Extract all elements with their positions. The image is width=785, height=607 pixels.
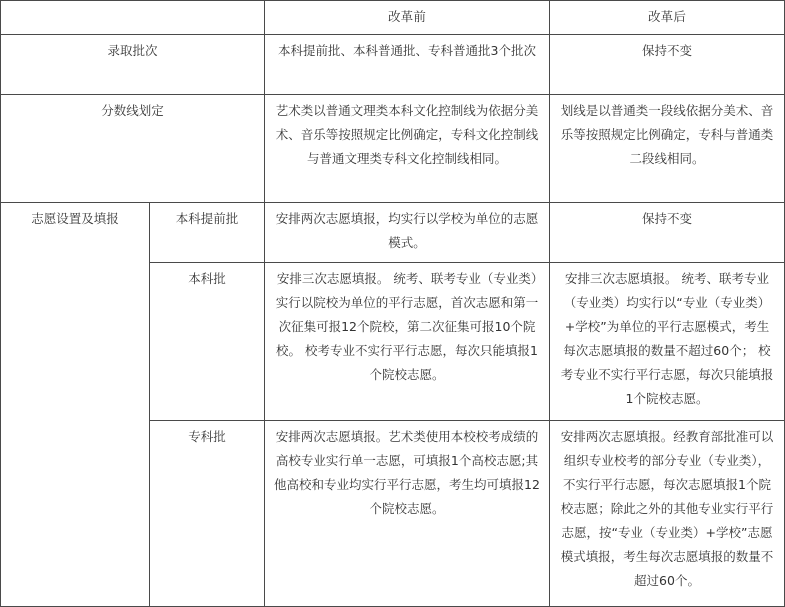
volunteer-label-cell [0,202,150,607]
score-line-before: 艺术类以普通文理类本科文化控制线为依据分美术、音乐等按照规定比例确定，专科文化控制线与普通文理类专科文化控制线相同。 [275,103,539,166]
undergrad-label: 本科批 [188,271,226,286]
header-after: 改革后 [647,9,687,24]
junior-before: 安排两次志愿填报。艺术类使用本校校考成绩的高校专业实行单一志愿，可填报1个高校志愿;其他高校和专业均实行平行志愿，考生均可填报12个院校志愿。 [274,429,540,516]
early-label: 本科提前批 [175,211,239,226]
junior-label: 专科批 [188,429,226,444]
score-line-before-cell [264,94,550,203]
undergrad-after: 安排三次志愿填报。 统考、联考专业（专业类）均实行以“专业（专业类）+学校”为单位的平行志愿模式，考生每次志愿填报的数量不超过60个； 校考专业不实行平行志愿，每次只能填报1个院校志愿。 [560,271,774,406]
batch-after-cell [549,34,785,95]
early-after-cell [549,202,785,263]
undergrad-before-cell [264,262,550,421]
undergrad-after-cell [549,262,785,421]
early-after: 保持不变 [641,211,692,226]
undergrad-label-cell [149,262,265,421]
junior-before-cell [264,420,550,607]
early-before: 安排两次志愿填报，均实行以学校为单位的志愿模式。 [275,211,539,250]
header-corner-cell [0,0,265,35]
early-label-cell [149,202,265,263]
score-line-after-cell [549,94,785,203]
header-before: 改革前 [387,9,427,24]
junior-after-cell [549,420,785,607]
header-after-cell [549,0,785,35]
score-line-after: 划线是以普通类一段线依据分美术、音乐等按照规定比例确定，专科与普通类二段线相同。 [560,103,774,166]
batch-after: 保持不变 [641,43,692,58]
batch-before-cell [264,34,550,95]
batch-before: 本科提前批、本科普通批、专科普通批3个批次 [278,43,536,58]
junior-after: 安排两次志愿填报。经教育部批准可以组织专业校考的部分专业（专业类），不实行平行志愿，每次志愿填报1个院校志愿；除此之外的其他专业实行平行志愿，按“专业（专业类）+学校”志愿模式填报，考生每次志愿填报的数量不超过60个。 [560,429,774,588]
batch-label: 录取批次 [107,43,158,58]
score-line-label-cell [0,94,265,203]
junior-label-cell [149,420,265,607]
header-before-cell [264,0,550,35]
early-before-cell [264,202,550,263]
score-line-label: 分数线划定 [101,103,164,118]
volunteer-label: 志愿设置及填报 [31,211,119,226]
undergrad-before: 安排三次志愿填报。 统考、联考专业（专业类）实行以院校为单位的平行志愿，首次志愿和第一次征集可报12个院校，第二次征集可报10个院校。 校考专业不实行平行志愿，每次只能填报1个院校志愿。 [275,271,539,382]
batch-label-cell [0,34,265,95]
